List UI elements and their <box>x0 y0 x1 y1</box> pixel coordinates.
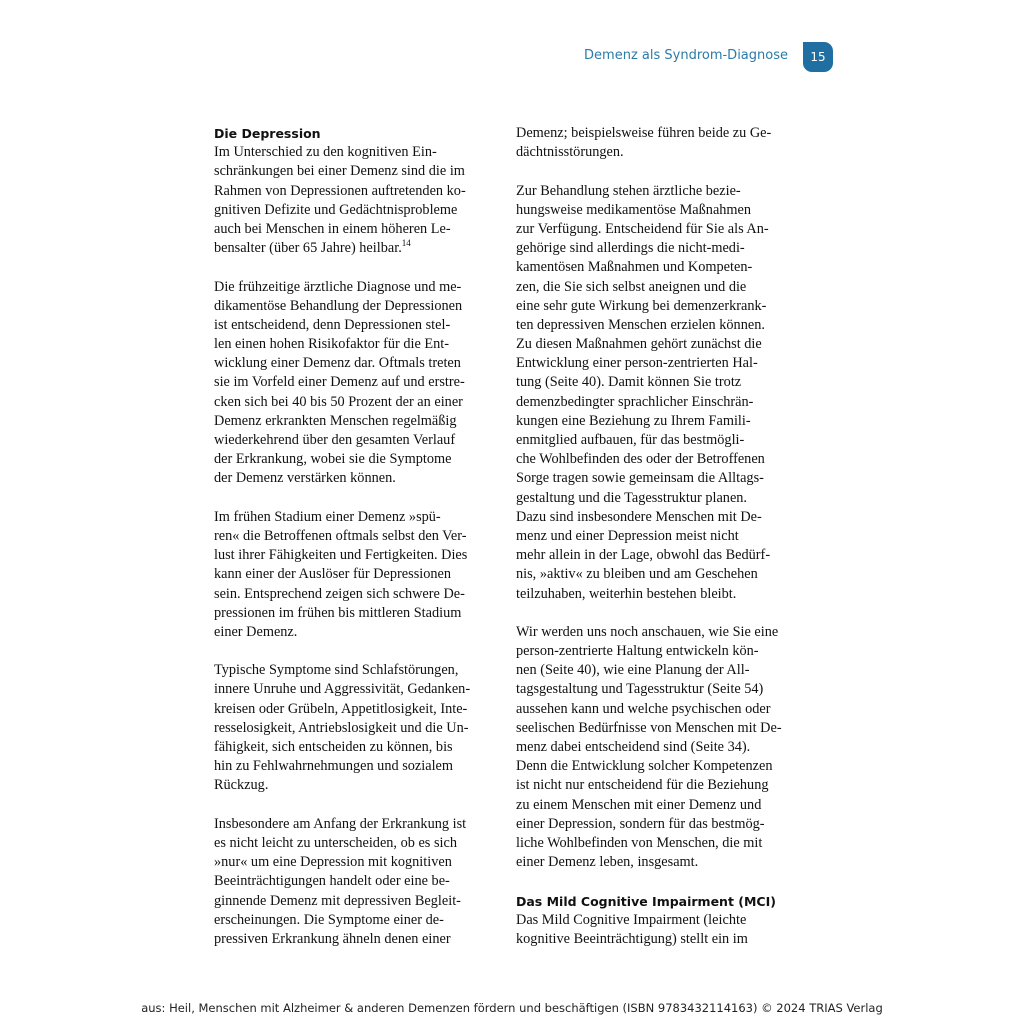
chapter-title: Demenz als Syndrom-Diagnose <box>584 48 788 63</box>
text-line-content: Rückzug. <box>214 777 269 794</box>
text-line <box>516 911 796 930</box>
text-line-content: sie im Vorfeld einer Demenz auf und erstre- <box>214 374 465 391</box>
text-line <box>214 316 494 335</box>
text-line-content: innere Unruhe und Aggressivität, Gedanken- <box>214 681 471 698</box>
text-line-content: dächtnisstörungen. <box>516 144 624 161</box>
copyright-footer: aus: Heil, Menschen mit Alzheimer & anderen Demenzen fördern und beschäftigen (ISBN 9783432114163) © 2024 TRIAS Verlag <box>141 1001 883 1015</box>
text-line <box>214 450 494 469</box>
paragraph-gap <box>214 642 494 661</box>
text-line-content: teilzuhaben, weiterhin bestehen bleibt. <box>516 585 737 602</box>
text-line-content: liche Wohlbefinden von Menschen, die mit <box>516 834 763 851</box>
text-line <box>516 776 796 795</box>
text-line-content: ginnende Demenz mit depressiven Begleit- <box>214 892 461 909</box>
text-line <box>516 719 796 738</box>
right-text-column <box>516 124 796 949</box>
text-line-content: aussehen kann und welche psychischen oder <box>516 700 771 717</box>
text-line-content: Entwicklung einer person-zentrierten Hal- <box>516 355 758 372</box>
text-line <box>516 201 796 220</box>
text-line <box>214 546 494 565</box>
text-line <box>516 182 796 201</box>
text-line-content: hin zu Fehlwahrnehmungen und sozialem <box>214 758 454 775</box>
text-line-content: ten depressiven Menschen erzielen können. <box>516 316 765 333</box>
text-line <box>214 508 494 527</box>
text-line-content: der Erkrankung, wobei sie die Symptome <box>214 451 452 468</box>
text-line-content: ren« die Betroffenen oftmals selbst den Ver- <box>214 527 467 544</box>
text-line <box>516 796 796 815</box>
paragraph-gap <box>516 604 796 623</box>
paragraph-gap <box>214 489 494 508</box>
text-line <box>214 239 494 258</box>
text-line <box>214 834 494 853</box>
text-line-content: Die frühzeitige ärztliche Diagnose und me- <box>214 278 462 295</box>
text-line <box>516 680 796 699</box>
text-line <box>516 316 796 335</box>
text-line-content: Das Mild Cognitive Impairment (leichte <box>516 911 747 928</box>
text-line-content: auch bei Menschen in einem höheren Le- <box>214 220 451 237</box>
text-line <box>516 335 796 354</box>
text-line-content: seelischen Bedürfnisse von Menschen mit De- <box>516 719 782 736</box>
text-line <box>214 527 494 546</box>
text-line <box>516 143 796 162</box>
text-line-content: che Wohlbefinden des oder der Betroffenen <box>516 451 765 468</box>
text-line-content: Zur Behandlung stehen ärztliche bezie- <box>516 182 741 199</box>
text-line <box>516 124 796 143</box>
paragraph-gap <box>516 162 796 181</box>
text-line-content: zur Verfügung. Entscheidend für Sie als An- <box>516 220 769 237</box>
text-line <box>214 297 494 316</box>
text-line <box>214 354 494 373</box>
text-line-content: Insbesondere am Anfang der Erkrankung ist <box>214 815 467 832</box>
text-line-content: len einen hohen Risikofaktor für die Ent- <box>214 336 450 353</box>
text-line-content: person-zentrierte Haltung entwickeln kön- <box>516 643 759 660</box>
text-line <box>516 489 796 508</box>
section-heading: Die Depression <box>214 126 321 141</box>
text-line-content: »nur« um eine Depression mit kognitiven <box>214 854 452 871</box>
text-line-content: Zu diesen Maßnahmen gehört zunächst die <box>516 336 762 353</box>
text-line-content: Rahmen von Depressionen auftretenden ko- <box>214 182 466 199</box>
text-line-content: tagsgestaltung und Tagesstruktur (Seite 54) <box>516 681 764 698</box>
text-line <box>214 431 494 450</box>
text-line-content: cken sich bei 40 bis 50 Prozent der an einer <box>214 393 463 410</box>
page-number-badge: 15 <box>803 42 833 72</box>
footnote-reference: 14 <box>401 238 411 249</box>
text-line <box>516 585 796 604</box>
text-line-content: gestaltung und die Tagesstruktur planen. <box>516 489 748 506</box>
text-line <box>214 815 494 834</box>
text-line <box>516 412 796 431</box>
text-line <box>214 220 494 239</box>
text-line-content: pressiven Erkrankung ähneln denen einer <box>214 930 451 947</box>
text-line-content: erscheinungen. Die Symptome einer de- <box>214 911 444 928</box>
text-line-content: fähigkeit, sich entscheiden zu können, bis <box>214 739 453 755</box>
text-line-content: Demenz; beispielsweise führen beide zu Ge- <box>516 125 772 141</box>
text-line <box>214 700 494 719</box>
text-line-content: gnitiven Defizite und Gedächtnisprobleme <box>214 201 458 218</box>
text-line-content: es nicht leicht zu unterscheiden, ob es sich <box>214 834 457 851</box>
text-line-content: ist nicht nur entscheidend für die Beziehung <box>516 777 769 794</box>
text-line <box>516 661 796 680</box>
text-line-content: Sorge tragen sowie gemeinsam die Alltags- <box>516 470 764 487</box>
text-line-content: Denn die Entwicklung solcher Kompetenzen <box>516 758 773 775</box>
text-line <box>516 258 796 277</box>
text-line-content: nis, »aktiv« zu bleiben und am Geschehen <box>516 566 758 583</box>
text-line <box>516 527 796 546</box>
text-line-content: wicklung einer Demenz dar. Oftmals treten <box>214 355 461 372</box>
text-line-content: kann einer der Auslöser für Depressionen <box>214 566 452 583</box>
text-line <box>516 700 796 719</box>
text-line-content: lust ihrer Fähigkeiten und Fertigkeiten. Dies <box>214 547 468 564</box>
text-line <box>516 642 796 661</box>
text-line <box>516 508 796 527</box>
text-line <box>516 239 796 258</box>
text-line <box>516 757 796 776</box>
paragraph-gap <box>516 872 796 891</box>
text-line <box>214 719 494 738</box>
text-line <box>516 469 796 488</box>
text-line <box>214 393 494 412</box>
text-line <box>516 373 796 392</box>
text-line <box>516 431 796 450</box>
text-line-content: Dazu sind insbesondere Menschen mit De- <box>516 508 762 525</box>
text-line <box>214 680 494 699</box>
text-line-content: mehr allein in der Lage, obwohl das Bedürf- <box>516 547 771 564</box>
text-line <box>214 162 494 181</box>
text-line-content: dikamentöse Behandlung der Depressionen <box>214 297 463 314</box>
text-line-content: Demenz erkrankten Menschen regelmäßig <box>214 412 457 429</box>
text-line-content: Typische Symptome sind Schlafstörungen, <box>214 662 459 679</box>
text-line-content: kognitive Beeinträchtigung) stellt ein im <box>516 930 748 947</box>
text-line <box>516 853 796 872</box>
text-line <box>214 892 494 911</box>
text-line <box>214 776 494 795</box>
text-line-content: bensalter (über 65 Jahre) heilbar. <box>214 240 402 257</box>
text-line-content: einer Depression, sondern für das bestmög- <box>516 815 765 832</box>
section-heading: Das Mild Cognitive Impairment (MCI) <box>516 893 776 909</box>
text-line <box>214 911 494 930</box>
text-line-content: Wir werden uns noch anschauen, wie Sie eine <box>516 623 779 640</box>
text-line <box>516 623 796 642</box>
text-line <box>516 565 796 584</box>
text-line <box>516 930 796 949</box>
text-line-content: hungsweise medikamentöse Maßnahmen <box>516 201 752 218</box>
text-line <box>516 278 796 297</box>
text-line-content: sein. Entsprechend zeigen sich schwere De- <box>214 585 465 602</box>
text-line-content: enmitglied aufbauen, für das bestmögli- <box>516 432 745 448</box>
text-line <box>214 930 494 949</box>
text-line <box>214 201 494 220</box>
text-line-content: demenzbedingter sprachlicher Einschrän- <box>516 393 754 410</box>
text-line <box>214 738 494 757</box>
paragraph-gap <box>214 258 494 277</box>
text-line <box>214 143 494 162</box>
text-line <box>214 872 494 891</box>
text-line <box>516 297 796 316</box>
text-line-content: resselosigkeit, Antriebslosigkeit und die Un- <box>214 719 469 736</box>
text-line <box>214 373 494 392</box>
text-line <box>214 412 494 431</box>
text-line <box>214 335 494 354</box>
text-line <box>516 220 796 239</box>
text-line <box>214 565 494 584</box>
text-line <box>516 546 796 565</box>
text-line <box>516 834 796 853</box>
text-line-content: tung (Seite 40). Damit können Sie trotz <box>516 374 742 391</box>
text-line <box>214 182 494 201</box>
text-line-content: menz und einer Depression meist nicht <box>516 527 739 544</box>
text-line-content: zen, die Sie sich selbst aneignen und die <box>516 278 747 295</box>
text-line <box>214 623 494 642</box>
text-line <box>214 757 494 776</box>
text-line <box>214 661 494 680</box>
text-line <box>516 815 796 834</box>
text-line-content: menz dabei entscheidend sind (Seite 34). <box>516 739 751 755</box>
left-text-column <box>214 124 494 949</box>
text-line <box>214 604 494 623</box>
text-line-content: der Demenz verstärken können. <box>214 470 396 487</box>
text-line-content: zu einem Menschen mit einer Demenz und <box>516 796 762 813</box>
text-line-content: ist entscheidend, denn Depressionen stel- <box>214 316 451 333</box>
text-line <box>516 393 796 412</box>
text-line-content: schränkungen bei einer Demenz sind die im <box>214 163 465 180</box>
text-line-content: pressionen im frühen bis mittleren Stadium <box>214 604 462 621</box>
text-line <box>214 278 494 297</box>
paragraph-gap <box>214 796 494 815</box>
text-line-content: Beeinträchtigungen handelt oder eine be- <box>214 873 450 890</box>
text-line <box>516 450 796 469</box>
text-line <box>516 354 796 373</box>
text-line-content: gehörige sind allerdings die nicht-medi- <box>516 240 745 257</box>
text-line-content: kreisen oder Grübeln, Appetitlosigkeit, Inte- <box>214 700 468 717</box>
text-line <box>516 738 796 757</box>
text-line-content: kamentösen Maßnahmen und Kompeten- <box>516 259 753 276</box>
text-line <box>214 585 494 604</box>
text-line-content: Im Unterschied zu den kognitiven Ein- <box>214 144 437 161</box>
text-line-content: wiederkehrend über den gesamten Verlauf <box>214 432 456 448</box>
text-line-content: einer Demenz leben, insgesamt. <box>516 854 699 871</box>
text-line-content: einer Demenz. <box>214 623 298 640</box>
text-line-content: kungen eine Beziehung zu Ihrem Famili- <box>516 412 751 429</box>
text-line-content: Im frühen Stadium einer Demenz »spü- <box>214 508 441 525</box>
text-line <box>214 469 494 488</box>
text-line-content: eine sehr gute Wirkung bei demenzerkrank- <box>516 297 767 314</box>
text-line <box>214 853 494 872</box>
text-line-content: nen (Seite 40), wie eine Planung der All- <box>516 662 750 679</box>
